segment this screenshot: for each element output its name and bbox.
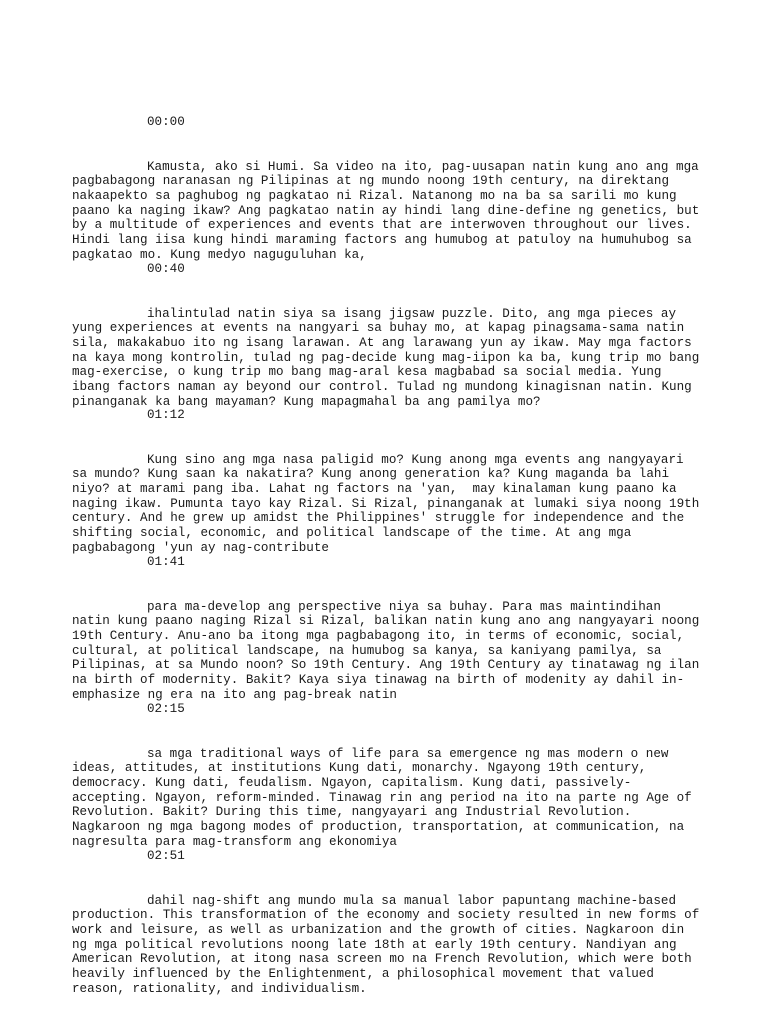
segment-text: sa mga traditional ways of life para sa emergence ng mas modern o new ideas, attitudes, at institutions Kung dati, monarchy. Ngayong 19th century, democracy. Kung dati, feudalism. Ngayon, capitalism. Kung dati, passively- accepting. Ngayon, reform-minded. Tinawag rin ang period na ito na parte ng Age of Revolution. Bakit? During this time, nangyayari ang Industrial Revolution. Nagkaroon ng mga bagong modes of production, transportation, at communication, na nagresulta para mag-transform ang ekonomiya (72, 746, 692, 849)
segment-text: dahil nag-shift ang mundo mula sa manual labor papuntang machine-based production. This transformation of the economy and society resulted in new forms of work and leisure, as well as urbanization and the growth of cities. Nagkaroon din ng mga political revolutions noong late 18th at early 19th century. Nandiyan ang American Revolution, at itong nasa screen mo na French Revolution, which were both heavily influenced by the Enlightenment, a philosophical movement that valued reason, rationality, and individualism. (72, 893, 700, 996)
segment-text: para ma-develop ang perspective niya sa buhay. Para mas maintindihan natin kung paano naging Rizal si Rizal, balikan natin kung ano ang nangyayari noong 19th Century. Anu-ano ba itong mga pagbabagong ito, in terms of economic, social, cultural, at political landscape, na humubog sa kanya, sa kaniyang pamilya, sa Pilipinas, at sa Mundo noon? So 19th Century. Ang 19th Century ay tinatawag ng ilan na birth of modernity. Bakit? Kaya siya tinawag na birth of modenity ay dahil in- emphasize ng era na ito ang pag-break natin (72, 599, 700, 702)
segment-timestamp: 02:51 (147, 849, 185, 864)
segment-text: Kung sino ang mga nasa paligid mo? Kung anong mga events ang nangyayari sa mundo? Kung saan ka nakatira? Kung anong generation ka? Kung maganda ba lahi niyo? at marami pang iba. Lahat ng factors na 'yan, may kinalaman kung paano ka naging ikaw. Pumunta tayo kay Rizal. Si Rizal, pinanganak at lumaki siya noong 19th century. And he grew up amidst the Philippines' struggle for independence and the shifting social, economic, and political landscape of the time. At ang mga pagbabagong 'yun ay nag-contribute (72, 452, 700, 555)
segment-timestamp: 02:15 (147, 702, 185, 717)
segment-text: Kamusta, ako si Humi. Sa video na ito, pag-uusapan natin kung ano ang mga pagbabagong naranasan ng Pilipinas at ng mundo noong 19th century, na direktang nakaapekto sa paghubog ng pagkatao ni Rizal. Natanong mo na ba sa sarili mo kung paano ka naging ikaw? Ang pagkatao natin ay hindi lang dine-define ng genetics, but by a multitude of experiences and events that are interwoven throughout our lives. Hindi lang iisa kung hindi maraming factors ang humubog at patuloy na humuhubog sa pagkatao mo. Kung medyo naguguluhan ka, (72, 159, 700, 262)
segment-timestamp: 01:41 (147, 555, 185, 570)
segment-timestamp: 01:12 (147, 408, 185, 423)
segment-timestamp: 00:00 (147, 115, 185, 130)
segment-timestamp: 00:40 (147, 262, 185, 277)
segment-text: ihalintulad natin siya sa isang jigsaw puzzle. Dito, ang mga pieces ay yung experiences at events na nangyari sa buhay mo, at kapag pinagsama-sama natin sila, makakabuo ito ng isang larawan. At ang larawang yun ay ikaw. May mga factors na kaya mong kontrolin, tulad ng pag-decide kung mag-iipon ka ba, kung trip mo bang mag-exercise, o kung trip mo bang mag-aral kesa magbabad sa social media. Yung ibang factors naman ay beyond our control. Tulad ng mundong kinagisnan natin. Kung pinanganak ka bang mayaman? Kung mapagmahal ba ang pamilya mo? (72, 306, 700, 409)
transcript-segment (72, 820, 712, 1026)
